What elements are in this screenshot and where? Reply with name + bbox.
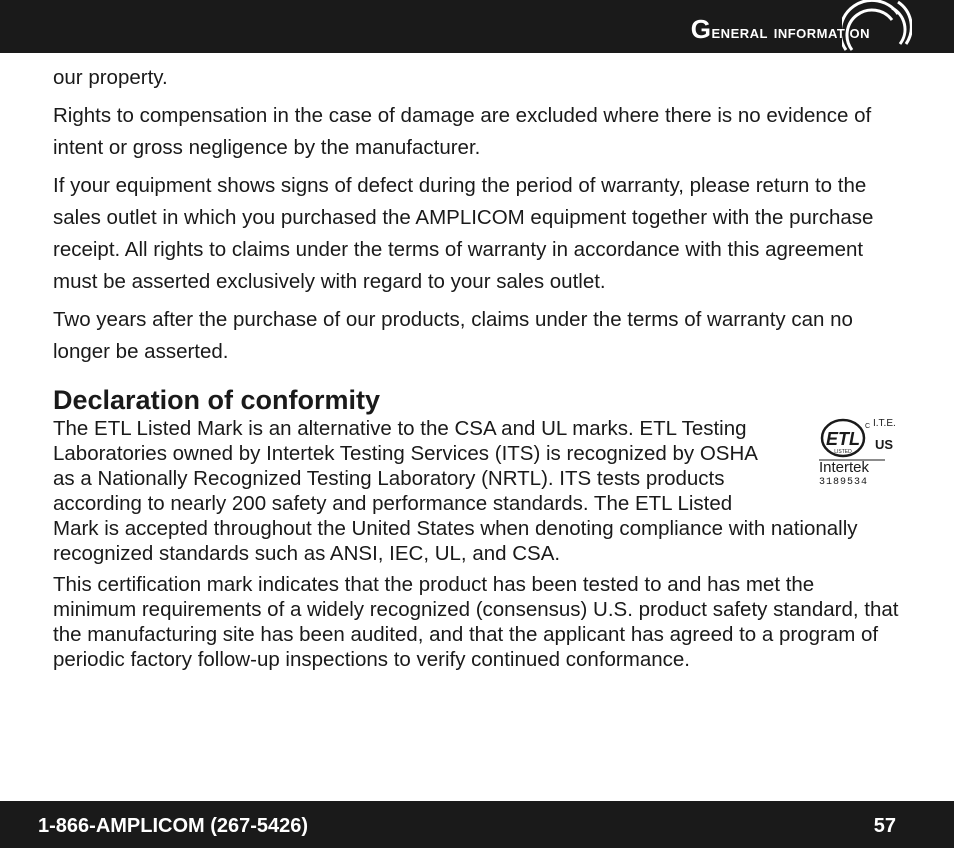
intertek-text: Intertek [819,459,870,476]
listed-text: LISTED [834,449,852,455]
header-arcs-graphic [842,0,912,53]
paragraph-certification: This certification mark indicates that the product has been tested to and has met the minimum requirements of a widely recognized (consensus) U.S. product safety standard, that the manufacturing site has been audited, and that the applicant has agreed to a program of periodic factory follow-up inspections to verify continued conformance. [53,573,899,671]
page-content [53,62,903,672]
footer-bar [0,801,954,848]
support-phone: 1-866-AMPLICOM (267-5426) [38,815,309,837]
paragraph-two-years: Two years after the purchase of our products, claims under the terms of warranty can no longer be asserted. [53,308,853,363]
paragraph-defect: If your equipment shows signs of defect during the period of warranty, please return to the sales outlet in which you purchased the AMPLICOM equipment together with the purchase receipt. All rights to claims under the terms of warranty in accordance with this agreement must be asserted exclusively with regard to your sales outlet. [53,174,874,293]
declaration-heading: Declaration of conformity [53,385,381,415]
paragraph-etl: The ETL Listed Mark is an alternative to the CSA and UL marks. ETL Testing Laboratories owned by Intertek Testing Services (ITS) is recognized by OSHA as a Nationally Recognized Testing Laboratory (NRTL). ITS tests products according to nearly 200 safety and performance standards. The ETL Listed Mark is accepted throughout the United States when denoting compliance with nationally recognized standards such as ANSI, IEC, UL, and CSA. [53,417,858,565]
page-number: 57 [873,815,896,837]
c-text: C [865,423,871,430]
etl-intertek-logo [817,416,907,488]
listing-number: 3189534 [819,477,869,488]
etl-section [53,416,903,566]
etl-mark-text: ETL [826,429,860,449]
ite-text: I.T.E. [873,418,896,429]
section-title: General information [690,14,870,44]
header-bar [0,0,954,53]
us-text: US [875,437,894,452]
paragraph-compensation: Rights to compensation in the case of damage are excluded where there is no evidence of intent or gross negligence by the manufacturer. [53,104,872,159]
paragraph-property: our property. [53,66,168,89]
